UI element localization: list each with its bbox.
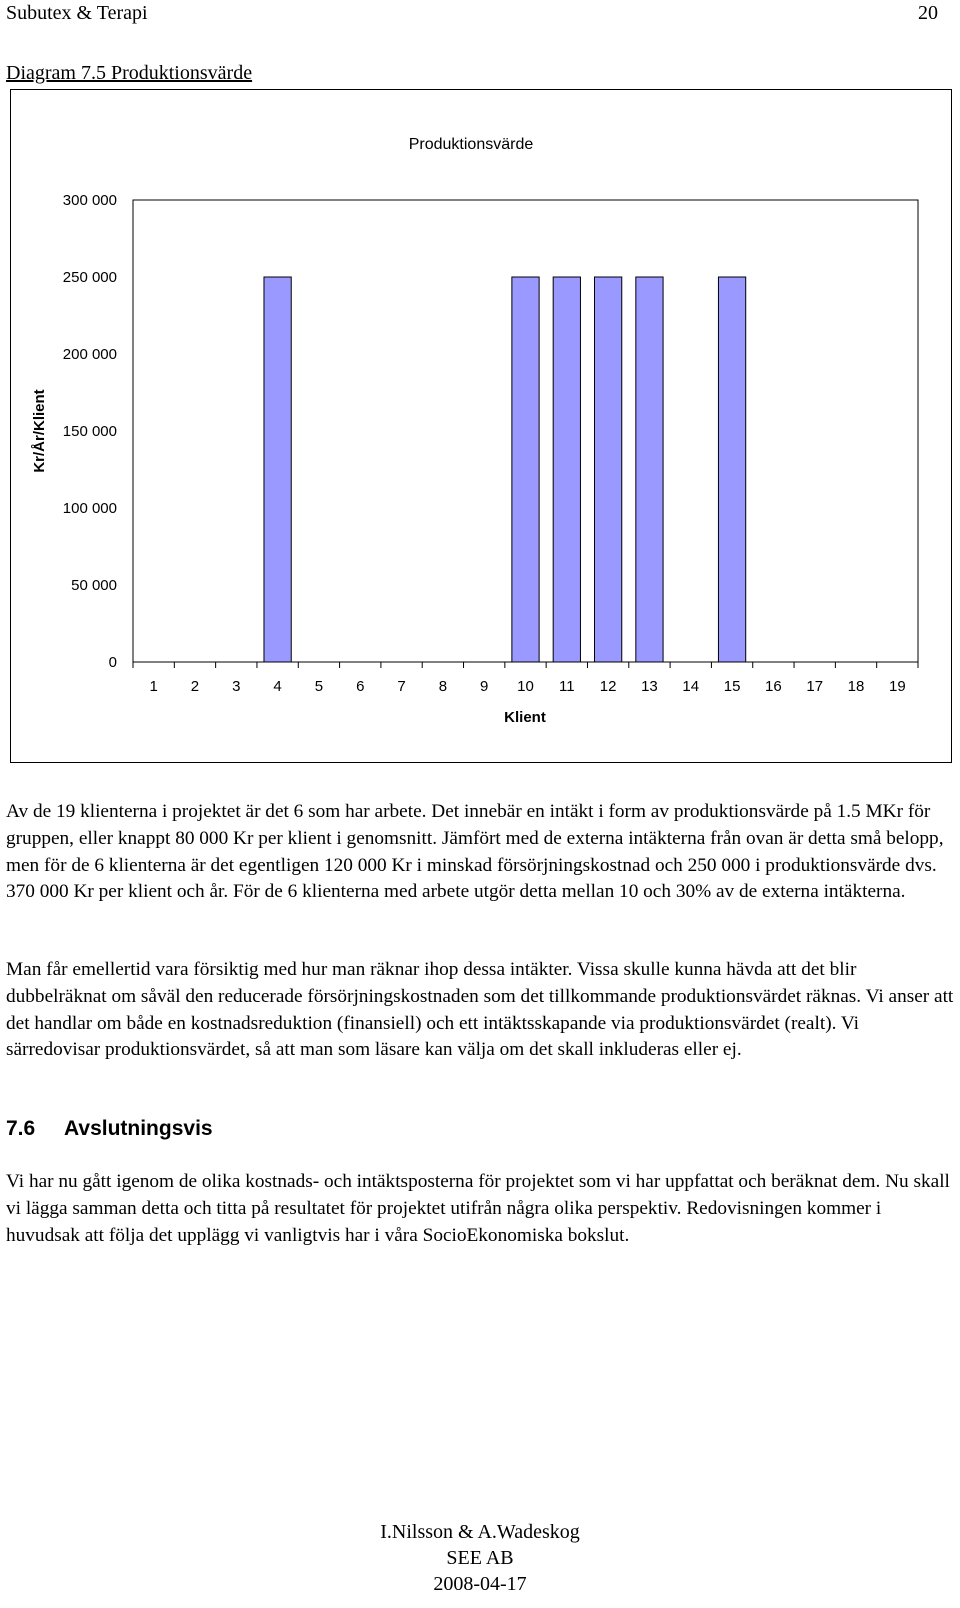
y-tick-label: 0 [108,654,117,671]
section-number: 7.6 [6,1117,36,1140]
production-value-chart [11,90,951,762]
x-tick-label: 2 [190,678,200,695]
bar-client-15 [718,277,745,662]
paragraph-double-counting: Man får emellertid vara försiktig med hur man räknar ihop dessa intäkter. Vissa skulle kunna hävda att det blir dubbelräknat om såväl den reducerade försörjningskostnaden som det tillkommande produktionsvärdet räknas. Vi anser att det handlar om både en kostnadsreduktion (finansiell) och ett intäktsskapande via produktionsvärdet (realt). Vi särredovisar produktionsvärdet, så att man som läsare kan välja om det skall inkluderas eller ej. [6,959,954,1061]
x-tick-label: 1 [149,678,158,695]
x-tick-label: 10 [517,678,534,695]
footer-company: SEE AB [446,1547,514,1569]
x-tick-label: 5 [314,678,324,695]
x-tick-label: 11 [559,678,575,695]
section-heading [6,1117,213,1141]
x-tick-label: 6 [356,678,365,695]
section-title: Avslutningsvis [64,1117,213,1140]
footer-date: 2008-04-17 [433,1573,527,1595]
y-axis-label: Kr/År/Klient [31,389,48,473]
bar-client-11 [553,277,580,662]
header-title: Subutex & Terapi [6,2,148,24]
paragraph-conclusion: Vi har nu gått igenom de olika kostnads- och intäktsposterna för projektet som vi har uppfattat och beräknat dem. Nu skall vi lägga samman detta och titta på resultatet för projektet utifrån några olika perspektiv. Redovisningen kommer i huvudsak att följa det upplägg vi vanligtvis har i våra SocioEkonomiska bokslut. [6,1171,950,1246]
footer-authors: I.Nilsson & A.Wadeskog [380,1521,580,1543]
y-tick-label: 150 000 [62,423,117,440]
footer [0,1519,960,1597]
x-tick-label: 8 [438,678,448,695]
x-tick-label: 4 [273,678,282,695]
bar-client-4 [264,277,291,662]
y-tick-label: 50 000 [71,577,117,594]
x-axis-label: Klient [504,709,546,726]
x-tick-label: 18 [847,678,865,695]
paragraph-production-value: Av de 19 klienterna i projektet är det 6 som har arbete. Det innebär en intäkt i form av produktionsvärde på 1.5 MKr för gruppen, eller knappt 80 000 Kr per klient i genomsnitt. Jämfört med de externa intäkterna från ovan är detta små belopp, men för de 6 klienterna är det egentligen 120 000 Kr i minskad försörjningskostnad och 250 000 i produktionsvärde dvs. 370 000 Kr per klient och år. För de 6 klienterna med arbete utgör detta mellan 10 och 30% av de externa intäkterna. [6,801,944,903]
y-tick-label: 200 000 [62,346,117,363]
x-tick-label: 14 [682,678,700,695]
x-tick-label: 3 [232,678,241,695]
chart-frame [10,89,952,763]
x-tick-label: 15 [723,678,741,695]
y-tick-label: 250 000 [62,269,117,286]
x-tick-label: 16 [765,678,782,695]
y-tick-label: 300 000 [62,192,117,209]
page-number: 20 [918,2,938,24]
x-tick-label: 9 [480,678,489,695]
diagram-caption: Diagram 7.5 Produktionsvärde [6,62,253,84]
bar-client-12 [594,277,621,662]
bar-client-10 [512,277,539,662]
bar-client-13 [636,277,663,662]
y-tick-label: 100 000 [62,500,117,517]
x-tick-label: 13 [641,678,658,695]
x-tick-label: 12 [599,678,617,695]
x-tick-label: 17 [806,678,824,695]
x-tick-label: 19 [888,678,906,695]
x-tick-label: 7 [397,678,406,695]
chart-title: Produktionsvärde [408,136,534,153]
